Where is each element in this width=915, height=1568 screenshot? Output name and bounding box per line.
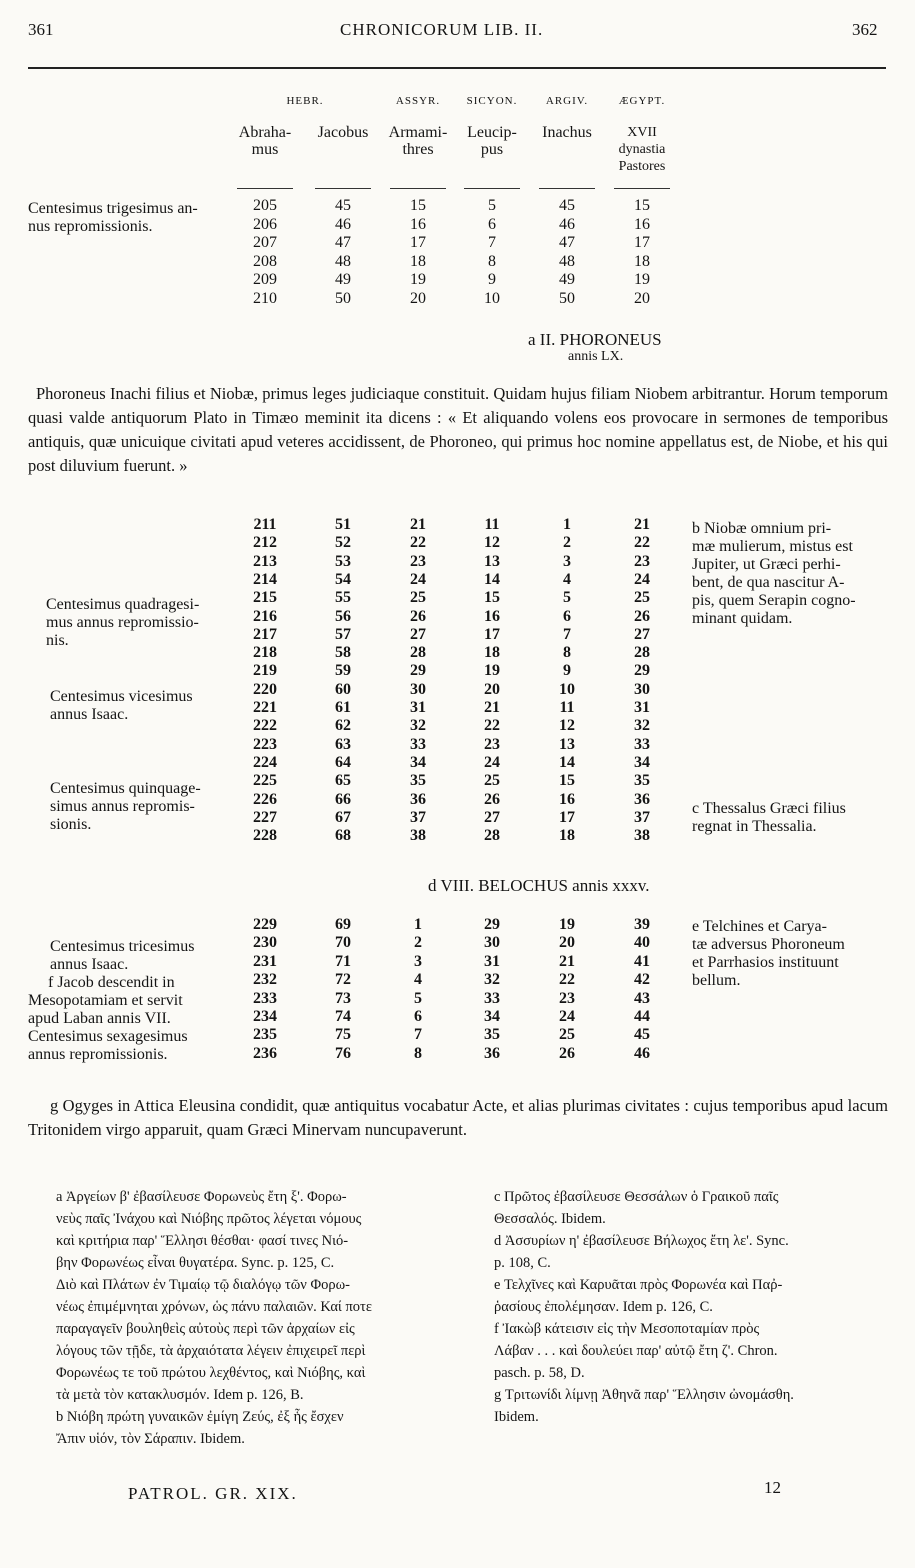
table-cell: 5 bbox=[563, 589, 571, 607]
table-cell: 72 bbox=[335, 971, 351, 989]
ogyges-paragraph: g Ogyges in Attica Eleusina condidit, quæ antiquitus vocabatur Acte, et alias plurimas civitates : cujus temporibus apud lacum Tritonidem virgo apparuit, quam Græci Minervam nuncupaverunt. bbox=[28, 1096, 888, 1139]
table-cell: 33 bbox=[634, 735, 650, 753]
column-name bbox=[301, 124, 385, 141]
table-cell: 17 bbox=[484, 625, 500, 643]
table-cell: 207 bbox=[253, 234, 277, 251]
table-cell: 16 bbox=[410, 215, 426, 233]
table-cell: 2 bbox=[563, 534, 571, 552]
footnote-line: c Πρῶτος ἐβασίλευσε Θεσσάλων ὁ Γραικοῦ παῖς bbox=[494, 1189, 779, 1205]
column-name-line: XVII bbox=[627, 125, 657, 140]
table-cell: 23 bbox=[484, 735, 500, 753]
column-name-line: Leucip- bbox=[467, 124, 517, 141]
table-cell: 1 bbox=[414, 916, 422, 933]
table-cell: 15 bbox=[559, 772, 575, 790]
table-cell: 23 bbox=[410, 552, 426, 570]
table-cell: 51 bbox=[335, 516, 351, 533]
table-cell: 226 bbox=[253, 790, 277, 808]
table-cell: 24 bbox=[410, 570, 426, 588]
column-rule bbox=[237, 188, 293, 189]
table-cell: 6 bbox=[414, 1008, 422, 1025]
table-cell: 225 bbox=[253, 772, 277, 790]
table-cell: 20 bbox=[559, 934, 575, 952]
table-cell: 27 bbox=[634, 625, 650, 643]
table-cell: 19 bbox=[634, 271, 650, 288]
table-cell: 44 bbox=[634, 1008, 650, 1025]
table-cell: 37 bbox=[410, 808, 426, 826]
table-cell: 49 bbox=[335, 271, 351, 288]
table-cell: 9 bbox=[563, 662, 571, 680]
table-cell: 7 bbox=[563, 625, 571, 643]
footnote-line: τὰ μετὰ τὸν κατακλυσμόν. Idem p. 126, B. bbox=[56, 1387, 304, 1403]
table-cell: 48 bbox=[335, 252, 351, 270]
table-cell: 36 bbox=[410, 790, 426, 808]
footnote-line: pasch. p. 58, D. bbox=[494, 1365, 585, 1381]
table-cell: 58 bbox=[335, 644, 351, 662]
column-rule bbox=[614, 188, 670, 189]
table-cell: 214 bbox=[253, 570, 277, 588]
block3-label-b: f Jacob descendit in Mesopotamiam et servit apud Laban annis VII. bbox=[28, 974, 183, 1027]
phoroneus-sub: annis LX. bbox=[568, 349, 624, 364]
table-cell: 14 bbox=[484, 570, 500, 588]
column-head: SICYON. bbox=[466, 95, 518, 107]
table-cell: 75 bbox=[335, 1026, 351, 1044]
table-cell: 26 bbox=[484, 790, 500, 808]
table-cell: 34 bbox=[634, 753, 650, 771]
column-head: ÆGYPT. bbox=[618, 95, 666, 107]
table-cell: 68 bbox=[335, 827, 351, 845]
table-cell: 216 bbox=[253, 607, 277, 625]
table-cell: 25 bbox=[634, 589, 650, 607]
footnote-line: Θεσσαλός. Ibidem. bbox=[494, 1211, 606, 1227]
table-cell: 26 bbox=[634, 607, 650, 625]
table-cell: 3 bbox=[563, 552, 571, 570]
table-cell: 46 bbox=[634, 1044, 650, 1062]
block3-label-c: Centesimus sexagesimus annus repromissionis. bbox=[28, 1028, 188, 1063]
table-cell: 23 bbox=[559, 989, 575, 1007]
table-cell: 32 bbox=[410, 717, 426, 735]
header-rule bbox=[28, 67, 886, 69]
table-cell: 8 bbox=[488, 252, 496, 270]
table-cell: 15 bbox=[634, 197, 650, 214]
table-cell: 209 bbox=[253, 271, 277, 288]
table-cell: 16 bbox=[559, 790, 575, 808]
table-cell: 231 bbox=[253, 952, 277, 970]
column-name-line: Inachus bbox=[542, 124, 592, 141]
table-cell: 236 bbox=[253, 1044, 277, 1062]
table-cell: 220 bbox=[253, 680, 277, 698]
table-cell: 22 bbox=[484, 717, 500, 735]
table-cell: 50 bbox=[559, 289, 575, 307]
table-cell: 65 bbox=[335, 772, 351, 790]
column-name-line: dynastia bbox=[618, 142, 666, 157]
page-number-left: 361 bbox=[28, 20, 54, 39]
table-cell: 69 bbox=[335, 916, 351, 933]
table-cell: 53 bbox=[335, 552, 351, 570]
table-cell: 26 bbox=[559, 1044, 575, 1062]
table-cell: 49 bbox=[559, 271, 575, 288]
footnote-line: νέως ἐπιμέμνηται χρόνων, ὡς πάνυ παλαιῶν. Καί ποτε bbox=[56, 1299, 372, 1315]
table-cell: 205 bbox=[253, 197, 277, 214]
side-note-e: e Telchines et Carya- tæ adversus Phoroneum et Parrhasios instituunt bellum. bbox=[692, 918, 845, 989]
table-cell: 9 bbox=[488, 271, 496, 288]
belochus-heading: d VIII. BELOCHUS annis xxxv. bbox=[428, 876, 650, 895]
column-name-line: Jacobus bbox=[317, 124, 369, 141]
table-cell: 71 bbox=[335, 952, 351, 970]
column-name bbox=[223, 124, 307, 158]
column-head: ASSYR. bbox=[395, 95, 441, 107]
table-cell: 31 bbox=[484, 952, 500, 970]
footnotes-left bbox=[56, 1186, 466, 1450]
table-cell: 5 bbox=[488, 197, 496, 214]
table-cell: 7 bbox=[488, 234, 496, 251]
table-cell: 15 bbox=[410, 197, 426, 214]
table-cell: 18 bbox=[410, 252, 426, 270]
block1-label: Centesimus trigesimus an- nus repromissionis. bbox=[28, 200, 198, 235]
table-cell: 34 bbox=[410, 753, 426, 771]
table-cell: 17 bbox=[410, 234, 426, 251]
footnotes-right bbox=[494, 1186, 894, 1428]
table-cell: 50 bbox=[335, 289, 351, 307]
column-name bbox=[600, 124, 684, 175]
table-cell: 30 bbox=[634, 680, 650, 698]
table-cell: 27 bbox=[410, 625, 426, 643]
table-cell: 6 bbox=[488, 215, 496, 233]
table-cell: 29 bbox=[410, 662, 426, 680]
column-name-line: Abraha- bbox=[238, 124, 292, 141]
table-cell: 17 bbox=[634, 234, 650, 251]
table-cell: 32 bbox=[634, 717, 650, 735]
phoroneus-heading: a II. PHORONEUS bbox=[528, 330, 662, 349]
table-cell: 19 bbox=[410, 271, 426, 288]
table-cell: 30 bbox=[410, 680, 426, 698]
table-cell: 219 bbox=[253, 662, 277, 680]
side-note-b: b Niobæ omnium pri- mæ mulierum, mistus est Jupiter, ut Græci perhi- bent, de qua nascitur A- pis, quem Serapin cogno- minant quidam. bbox=[692, 520, 856, 627]
table-cell: 235 bbox=[253, 1026, 277, 1044]
footnote-line: Ibidem. bbox=[494, 1409, 539, 1425]
table-cell: 74 bbox=[335, 1008, 351, 1025]
block2-label-a: Centesimus quadragesi- mus annus repromissio- nis. bbox=[46, 596, 200, 649]
table-cell: 21 bbox=[484, 699, 500, 716]
table-cell: 45 bbox=[335, 197, 351, 214]
column-name-line: Armami- bbox=[388, 124, 448, 141]
footnote-line: Διὸ καὶ Πλάτων ἐν Τιμαίῳ τῷ διαλόγῳ τῶν Φορω- bbox=[56, 1277, 350, 1293]
table-cell: 32 bbox=[484, 971, 500, 989]
column-name-line: thres bbox=[402, 141, 434, 158]
table-cell: 11 bbox=[484, 516, 500, 533]
table-cell: 59 bbox=[335, 662, 351, 680]
table-cell: 3 bbox=[414, 952, 422, 970]
table-cell: 228 bbox=[253, 827, 277, 845]
footnote-line: βην Φορωνέως εἶναι θυγατέρα. Sync. p. 125, C. bbox=[56, 1255, 335, 1271]
table-cell: 8 bbox=[563, 644, 571, 662]
table-cell: 63 bbox=[335, 735, 351, 753]
table-cell: 33 bbox=[410, 735, 426, 753]
table-cell: 20 bbox=[484, 680, 500, 698]
table-cell: 24 bbox=[634, 570, 650, 588]
table-cell: 13 bbox=[559, 735, 575, 753]
table-cell: 17 bbox=[559, 808, 575, 826]
footnote-line: Λάβαν . . . καὶ δουλεύει παρ' αὐτῷ ἔτη ζ'. Chron. bbox=[494, 1343, 778, 1359]
table-cell: 61 bbox=[335, 699, 351, 716]
table-cell: 18 bbox=[559, 827, 575, 845]
column-head: ARGIV. bbox=[545, 95, 589, 107]
table-cell: 55 bbox=[335, 589, 351, 607]
table-cell: 52 bbox=[335, 534, 351, 552]
footnote-line: ῥασίους ἐπολέμησαν. Idem p. 126, C. bbox=[494, 1299, 713, 1315]
footer-signature: PATROL. GR. XIX. bbox=[128, 1484, 298, 1503]
table-cell: 217 bbox=[253, 625, 277, 643]
table-cell: 25 bbox=[410, 589, 426, 607]
footnote-line: a Ἀργείων β' ἐβασίλευσε Φορωνεὺς ἔτη ξ'. Φορω- bbox=[56, 1189, 347, 1205]
table-cell: 2 bbox=[414, 934, 422, 952]
table-cell: 21 bbox=[634, 516, 650, 533]
table-cell: 14 bbox=[559, 753, 575, 771]
running-title: CHRONICORUM LIB. II. bbox=[340, 20, 544, 39]
table-cell: 221 bbox=[253, 699, 277, 716]
phoroneus-paragraph: Phoroneus Inachi filius et Niobæ, primus leges judiciaque constituit. Quidam hujus filiam Niobem arbitrantur. Horum temporum quasi valde antiquorum Plato in Timæo meminit ita dicens : « Et aliquando volens eos provocare in sermones de temporibus antiquis, quæ unicuique civitati apud veteres accidissent, de Phoroneo, qui primus hoc nomine appellatus est, de Niobe, et his qui post diluvium fuerunt. » bbox=[28, 384, 888, 475]
table-cell: 35 bbox=[634, 772, 650, 790]
table-cell: 60 bbox=[335, 680, 351, 698]
table-cell: 26 bbox=[410, 607, 426, 625]
table-cell: 64 bbox=[335, 753, 351, 771]
table-cell: 233 bbox=[253, 989, 277, 1007]
table-cell: 11 bbox=[559, 699, 575, 716]
table-cell: 62 bbox=[335, 717, 351, 735]
table-cell: 22 bbox=[634, 534, 650, 552]
table-cell: 210 bbox=[253, 289, 277, 307]
table-cell: 31 bbox=[634, 699, 650, 716]
column-name bbox=[450, 124, 534, 158]
table-cell: 24 bbox=[484, 753, 500, 771]
block2-label-c: Centesimus quinquage- simus annus repromis- sionis. bbox=[50, 780, 201, 833]
table-cell: 35 bbox=[484, 1026, 500, 1044]
table-cell: 35 bbox=[410, 772, 426, 790]
table-cell: 213 bbox=[253, 552, 277, 570]
table-cell: 47 bbox=[335, 234, 351, 251]
table-cell: 41 bbox=[634, 952, 650, 970]
table-cell: 28 bbox=[484, 827, 500, 845]
table-cell: 4 bbox=[563, 570, 571, 588]
table-cell: 31 bbox=[410, 699, 426, 716]
footnote-line: p. 108, C. bbox=[494, 1255, 551, 1271]
table-cell: 56 bbox=[335, 607, 351, 625]
table-cell: 45 bbox=[559, 197, 575, 214]
footnote-line: νεὺς παῖς Ἰνάχου καὶ Νιόβης πρῶτος λέγεται νόμους bbox=[56, 1211, 362, 1227]
table-cell: 67 bbox=[335, 808, 351, 826]
table-cell: 18 bbox=[634, 252, 650, 270]
column-rule bbox=[464, 188, 520, 189]
table-cell: 27 bbox=[484, 808, 500, 826]
table-cell: 211 bbox=[253, 516, 277, 533]
table-cell: 25 bbox=[484, 772, 500, 790]
table-cell: 12 bbox=[484, 534, 500, 552]
table-cell: 24 bbox=[559, 1008, 575, 1025]
table-cell: 8 bbox=[414, 1044, 422, 1062]
table-cell: 66 bbox=[335, 790, 351, 808]
block3-label-a: Centesimus tricesimus annus Isaac. bbox=[50, 938, 195, 973]
footnote-line: Ἄπιν υἱόν, τὸν Σάραπιν. Ibidem. bbox=[56, 1431, 245, 1447]
table-cell: 36 bbox=[484, 1044, 500, 1062]
column-name bbox=[376, 124, 460, 158]
table-cell: 23 bbox=[634, 552, 650, 570]
table-cell: 19 bbox=[484, 662, 500, 680]
table-cell: 28 bbox=[410, 644, 426, 662]
table-cell: 70 bbox=[335, 934, 351, 952]
footnote-line: καὶ κριτήρια παρ' Ἕλλησι θέσθαι· φασί τινες Νιό- bbox=[56, 1233, 349, 1249]
table-cell: 10 bbox=[484, 289, 500, 307]
footnote-line: f Ἰακὼβ κάτεισιν εἰς τὴν Μεσοποταμίαν πρὸς bbox=[494, 1321, 760, 1337]
table-cell: 21 bbox=[559, 952, 575, 970]
table-cell: 25 bbox=[559, 1026, 575, 1044]
table-cell: 21 bbox=[410, 516, 426, 533]
table-cell: 36 bbox=[634, 790, 650, 808]
table-cell: 227 bbox=[253, 808, 277, 826]
table-cell: 46 bbox=[335, 215, 351, 233]
table-cell: 47 bbox=[559, 234, 575, 251]
table-cell: 212 bbox=[253, 534, 277, 552]
table-cell: 28 bbox=[634, 644, 650, 662]
table-cell: 223 bbox=[253, 735, 277, 753]
table-cell: 37 bbox=[634, 808, 650, 826]
footnote-line: b Νιόβη πρώτη γυναικῶν ἐμίγη Ζεύς, ἐξ ἧς ἔσχεν bbox=[56, 1409, 344, 1425]
table-cell: 42 bbox=[634, 971, 650, 989]
table-cell: 20 bbox=[634, 289, 650, 307]
footnote-line: Φορωνέως τε τοῦ πρώτου λεχθέντος, καὶ Νιόβης, καὶ bbox=[56, 1365, 366, 1381]
page-number-right: 362 bbox=[852, 20, 878, 39]
table-cell: 215 bbox=[253, 589, 277, 607]
table-cell: 57 bbox=[335, 625, 351, 643]
table-cell: 15 bbox=[484, 589, 500, 607]
table-cell: 18 bbox=[484, 644, 500, 662]
side-note-c: c Thessalus Græci filius regnat in Thessalia. bbox=[692, 800, 846, 835]
table-cell: 73 bbox=[335, 989, 351, 1007]
table-cell: 4 bbox=[414, 971, 422, 989]
table-cell: 1 bbox=[563, 516, 571, 533]
block2-label-b: Centesimus vicesimus annus Isaac. bbox=[50, 688, 193, 723]
table-cell: 6 bbox=[563, 607, 571, 625]
footnote-line: g Τριτωνίδι λίμνῃ Ἀθηνᾶ παρ' Ἕλλησιν ὠνομάσθη. bbox=[494, 1387, 794, 1403]
table-cell: 16 bbox=[484, 607, 500, 625]
table-cell: 22 bbox=[410, 534, 426, 552]
table-cell: 33 bbox=[484, 989, 500, 1007]
column-name-line: mus bbox=[251, 141, 279, 158]
table-cell: 20 bbox=[410, 289, 426, 307]
table-cell: 16 bbox=[634, 215, 650, 233]
table-cell: 38 bbox=[410, 827, 426, 845]
footer-gathering: 12 bbox=[764, 1478, 781, 1497]
column-name-line: pus bbox=[480, 141, 504, 158]
table-cell: 229 bbox=[253, 916, 277, 933]
table-cell: 29 bbox=[634, 662, 650, 680]
table-cell: 10 bbox=[559, 680, 575, 698]
table-cell: 206 bbox=[253, 215, 277, 233]
table-cell: 5 bbox=[414, 989, 422, 1007]
table-cell: 19 bbox=[559, 916, 575, 933]
table-cell: 22 bbox=[559, 971, 575, 989]
table-cell: 234 bbox=[253, 1008, 277, 1025]
table-cell: 43 bbox=[634, 989, 650, 1007]
footnote-line: λόγους τῶν τῇδε, τὰ ἀρχαιότατα λέγειν ἐπιχειρεῖ περὶ bbox=[56, 1343, 366, 1359]
table-cell: 34 bbox=[484, 1008, 500, 1025]
column-name-line: Pastores bbox=[618, 159, 666, 174]
table-cell: 38 bbox=[634, 827, 650, 845]
table-cell: 218 bbox=[253, 644, 277, 662]
table-cell: 76 bbox=[335, 1044, 351, 1062]
table-cell: 45 bbox=[634, 1026, 650, 1044]
table-cell: 222 bbox=[253, 717, 277, 735]
table-cell: 54 bbox=[335, 570, 351, 588]
column-rule bbox=[315, 188, 371, 189]
table-cell: 208 bbox=[253, 252, 277, 270]
table-cell: 39 bbox=[634, 916, 650, 933]
table-cell: 48 bbox=[559, 252, 575, 270]
table-cell: 230 bbox=[253, 934, 277, 952]
column-rule bbox=[390, 188, 446, 189]
table-cell: 29 bbox=[484, 916, 500, 933]
table-cell: 232 bbox=[253, 971, 277, 989]
column-head: HEBR. bbox=[286, 95, 324, 107]
table-cell: 13 bbox=[484, 552, 500, 570]
table-cell: 46 bbox=[559, 215, 575, 233]
footnote-line: παραγαγεῖν βουληθεὶς αὐτοὺς περὶ τῶν ἀρχαίων εἰς bbox=[56, 1321, 355, 1337]
table-cell: 224 bbox=[253, 753, 277, 771]
table-cell: 12 bbox=[559, 717, 575, 735]
table-cell: 7 bbox=[414, 1026, 422, 1044]
footnote-line: d Ἀσσυρίων η' ἐβασίλευσε Βήλωχος ἔτη λε'. Sync. bbox=[494, 1233, 789, 1249]
table-cell: 30 bbox=[484, 934, 500, 952]
footnote-line: e Τελχῖνες καὶ Καρυᾶται πρὸς Φορωνέα καὶ Παῤ- bbox=[494, 1277, 783, 1293]
column-rule bbox=[539, 188, 595, 189]
table-cell: 40 bbox=[634, 934, 650, 952]
column-name bbox=[525, 124, 609, 141]
